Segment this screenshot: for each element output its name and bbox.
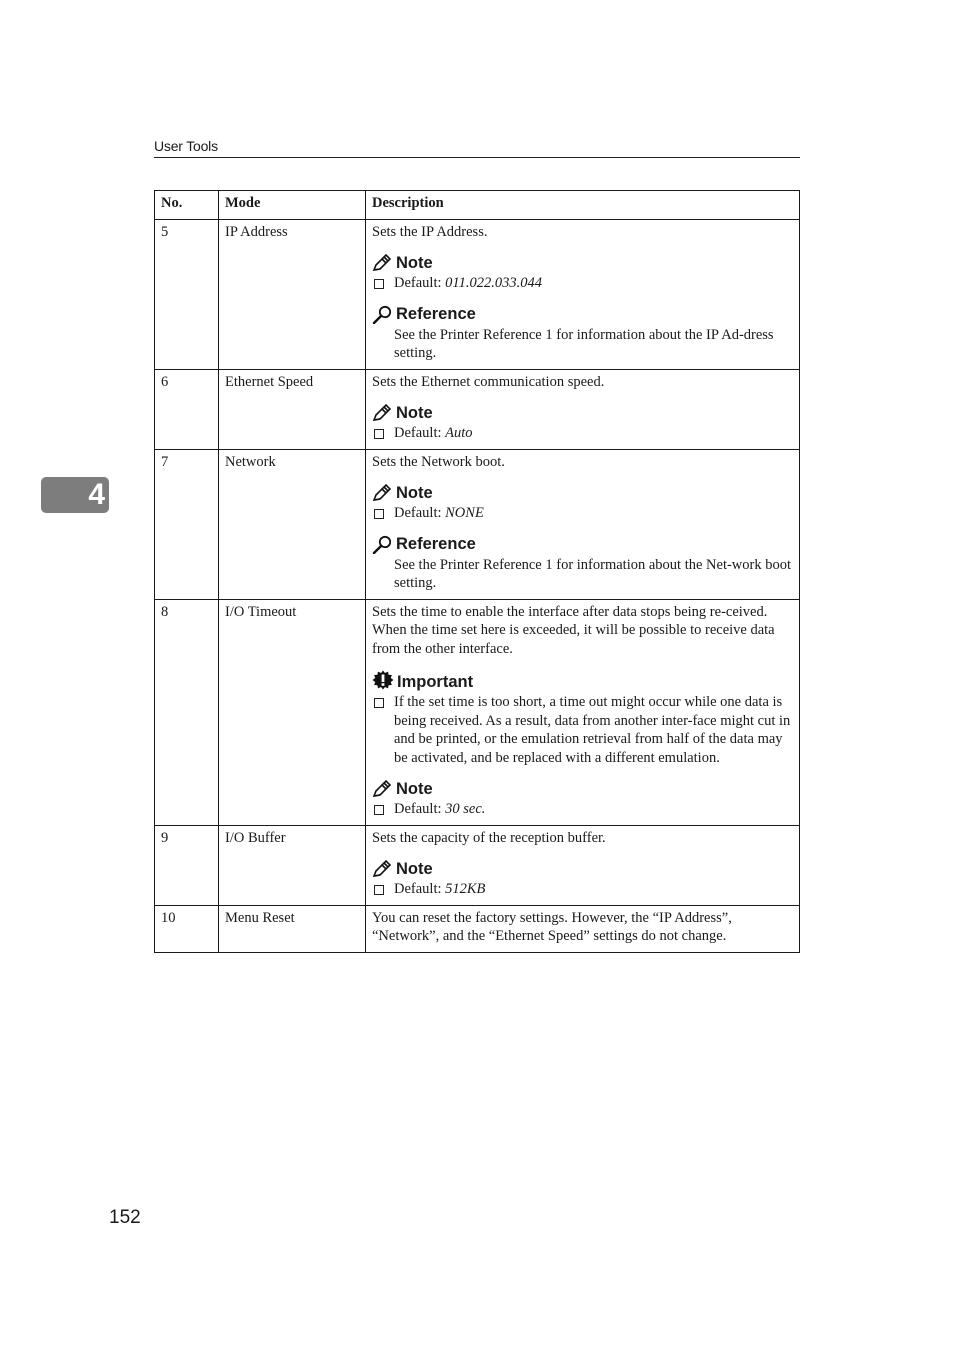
important-item <box>372 693 793 767</box>
default-label: Default: <box>394 801 442 817</box>
row-description-cell <box>366 599 800 825</box>
checkbox-bullet-icon <box>374 698 384 708</box>
table-row <box>155 905 800 952</box>
note-heading <box>372 253 793 272</box>
row-number: 6 <box>155 369 219 449</box>
page-number: 152 <box>109 1207 141 1228</box>
checkbox-bullet-icon <box>374 279 384 289</box>
row-mode: I/O Buffer <box>219 825 366 905</box>
description-text: Sets the capacity of the reception buffer. <box>372 829 606 846</box>
note-heading <box>372 779 793 798</box>
reference-heading <box>372 535 793 554</box>
note-pencil-icon <box>372 253 393 272</box>
row-number: 5 <box>155 219 219 369</box>
default-label: Default: <box>394 275 442 291</box>
row-number: 10 <box>155 905 219 952</box>
checkbox-bullet-icon <box>374 885 384 895</box>
settings-table <box>154 190 800 953</box>
reference-title: Reference <box>396 305 476 323</box>
row-number: 8 <box>155 599 219 825</box>
table-row <box>155 825 800 905</box>
row-description-cell <box>366 219 800 369</box>
description-text: Sets the time to enable the interface after data stops being re-ceived. When the time set here is exceeded, it will be possible to receive data from the other interface. <box>372 603 775 657</box>
important-heading <box>372 670 793 691</box>
important-title: Important <box>397 672 474 691</box>
note-title: Note <box>396 253 433 272</box>
checkbox-bullet-icon <box>374 509 384 519</box>
default-item <box>372 880 793 899</box>
note-heading <box>372 403 793 422</box>
description-text: Sets the Network boot. <box>372 453 505 470</box>
default-label: Default: <box>394 425 442 441</box>
table-row <box>155 369 800 449</box>
description-text: Sets the Ethernet communication speed. <box>372 373 605 390</box>
note-title: Note <box>396 483 433 502</box>
table-row <box>155 449 800 599</box>
default-value: NONE <box>445 505 484 521</box>
row-number: 7 <box>155 449 219 599</box>
default-value: Auto <box>445 425 473 441</box>
default-label: Default: <box>394 881 442 897</box>
default-item <box>372 274 793 293</box>
note-pencil-icon <box>372 779 393 798</box>
description-text: You can reset the factory settings. However, the “IP Address”, “Network”, and the “Ethernet Speed” settings do not change. <box>372 909 732 944</box>
row-description-cell <box>366 369 800 449</box>
description-text: Sets the IP Address. <box>372 223 488 240</box>
note-pencil-icon <box>372 403 393 422</box>
table-row <box>155 219 800 369</box>
note-title: Note <box>396 779 433 798</box>
reference-title: Reference <box>396 535 476 553</box>
table-header-row <box>155 191 800 220</box>
default-item <box>372 800 793 819</box>
row-mode: IP Address <box>219 219 366 369</box>
note-heading <box>372 483 793 502</box>
note-heading <box>372 859 793 878</box>
default-value: 30 sec. <box>445 801 486 817</box>
row-description-cell <box>366 449 800 599</box>
default-item <box>372 424 793 443</box>
magnifier-icon <box>372 305 393 324</box>
default-value: 512KB <box>445 881 486 897</box>
column-header-mode: Mode <box>219 191 366 220</box>
important-text: If the set time is too short, a time out might occur while one data is being received. As a result, data from another inter-face might cut in and be printed, or the emulation retrieval from half of the data may be activated, and be replaced with a different emulation. <box>394 694 791 766</box>
row-mode: Ethernet Speed <box>219 369 366 449</box>
note-title: Note <box>396 859 433 878</box>
table-row <box>155 599 800 825</box>
default-label: Default: <box>394 505 442 521</box>
note-title: Note <box>396 403 433 422</box>
reference-text: See the Printer Reference 1 for information about the Net-work boot setting. <box>394 556 792 591</box>
row-description-cell <box>366 905 800 952</box>
row-description-cell <box>366 825 800 905</box>
important-badge-icon <box>372 670 394 691</box>
magnifier-icon <box>372 535 393 554</box>
column-header-description: Description <box>366 191 800 220</box>
reference-text: See the Printer Reference 1 for information about the IP Ad-dress setting. <box>394 326 774 361</box>
row-mode: Menu Reset <box>219 905 366 952</box>
column-header-no: No. <box>155 191 219 220</box>
chapter-tab: 4 <box>41 477 109 513</box>
note-pencil-icon <box>372 483 393 502</box>
default-item <box>372 504 793 523</box>
row-mode: Network <box>219 449 366 599</box>
default-value: 011.022.033.044 <box>445 275 542 291</box>
running-header: User Tools <box>154 138 800 158</box>
checkbox-bullet-icon <box>374 429 384 439</box>
row-mode: I/O Timeout <box>219 599 366 825</box>
row-number: 9 <box>155 825 219 905</box>
checkbox-bullet-icon <box>374 805 384 815</box>
note-pencil-icon <box>372 859 393 878</box>
reference-heading <box>372 305 793 324</box>
